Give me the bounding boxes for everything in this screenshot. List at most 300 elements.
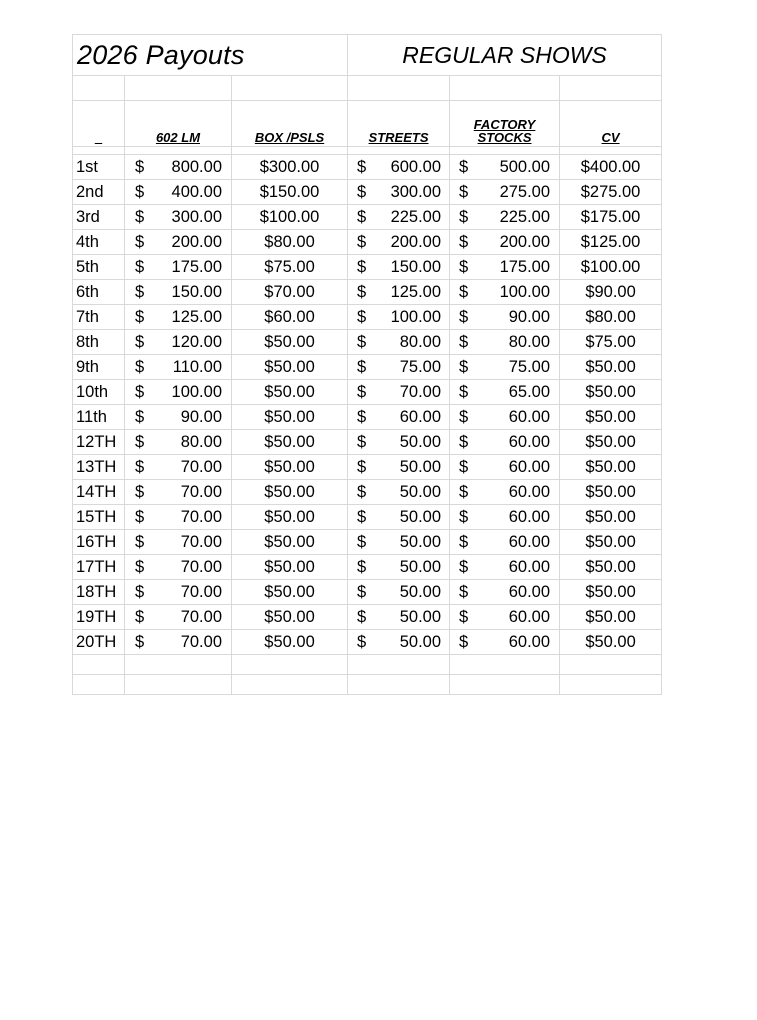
- place-cell[interactable]: 8th: [73, 330, 125, 355]
- box-psls-cell[interactable]: $50.00: [232, 505, 348, 530]
- streets-amount: 50.00: [399, 507, 442, 526]
- streets-value: [348, 159, 449, 176]
- streets-amount: 50.00: [399, 557, 442, 576]
- place-cell[interactable]: 20TH: [73, 630, 125, 655]
- streets-value: [348, 559, 449, 576]
- currency-symbol: $: [459, 557, 469, 576]
- factory-stocks-value: [450, 309, 559, 326]
- lm602-amount: 70.00: [180, 482, 222, 501]
- box-psls-cell[interactable]: $60.00: [232, 305, 348, 330]
- currency-symbol: $: [357, 282, 367, 301]
- factory-stocks-cell[interactable]: [450, 305, 560, 330]
- lm602-value: [125, 384, 231, 401]
- currency-symbol: $: [135, 307, 145, 326]
- sheet-title[interactable]: 2026 Payouts: [73, 35, 348, 76]
- streets-cell[interactable]: [348, 205, 450, 230]
- empty-cell[interactable]: [125, 147, 232, 155]
- streets-cell[interactable]: [348, 155, 450, 180]
- lm602-amount: 175.00: [171, 257, 222, 276]
- lm602-value: [125, 284, 231, 301]
- empty-cell[interactable]: [450, 76, 560, 101]
- factory-stocks-amount: 90.00: [508, 307, 551, 326]
- box-psls-cell[interactable]: $50.00: [232, 455, 348, 480]
- payout-table: [72, 34, 662, 695]
- header-stocks-line: STOCKS: [477, 130, 532, 145]
- lm602-amount: 70.00: [180, 607, 222, 626]
- box-psls-cell[interactable]: $50.00: [232, 555, 348, 580]
- factory-stocks-cell[interactable]: [450, 180, 560, 205]
- factory-stocks-amount: 60.00: [508, 407, 551, 426]
- lm602-cell[interactable]: [125, 280, 232, 305]
- streets-value: [348, 184, 449, 201]
- lm602-amount: 200.00: [171, 232, 222, 251]
- lm602-cell[interactable]: [125, 605, 232, 630]
- factory-stocks-cell[interactable]: [450, 205, 560, 230]
- streets-cell[interactable]: [348, 455, 450, 480]
- empty-cell[interactable]: [450, 675, 560, 695]
- cv-cell[interactable]: $50.00: [560, 355, 662, 380]
- currency-symbol: $: [459, 457, 469, 476]
- empty-cell[interactable]: [232, 675, 348, 695]
- streets-value: [348, 309, 449, 326]
- streets-cell[interactable]: [348, 355, 450, 380]
- streets-cell[interactable]: [348, 555, 450, 580]
- factory-stocks-value: [450, 259, 559, 276]
- lm602-amount: 400.00: [171, 182, 222, 201]
- factory-stocks-amount: 65.00: [508, 382, 551, 401]
- streets-value: [348, 409, 449, 426]
- place-cell[interactable]: 6th: [73, 280, 125, 305]
- cv-cell[interactable]: $50.00: [560, 430, 662, 455]
- factory-stocks-amount: 60.00: [508, 607, 551, 626]
- factory-stocks-cell[interactable]: [450, 455, 560, 480]
- currency-symbol: $: [135, 232, 145, 251]
- empty-cell[interactable]: [560, 147, 662, 155]
- cv-cell[interactable]: $75.00: [560, 330, 662, 355]
- currency-symbol: $: [459, 507, 469, 526]
- header-streets[interactable]: STREETS: [348, 101, 450, 147]
- factory-stocks-amount: 100.00: [499, 282, 551, 301]
- empty-cell[interactable]: [348, 655, 450, 675]
- lm602-value: [125, 409, 231, 426]
- box-psls-cell[interactable]: $50.00: [232, 355, 348, 380]
- lm602-value: [125, 584, 231, 601]
- lm602-cell[interactable]: [125, 230, 232, 255]
- cv-cell[interactable]: $50.00: [560, 555, 662, 580]
- factory-stocks-value: [450, 409, 559, 426]
- empty-cell[interactable]: [125, 76, 232, 101]
- blank-row: [73, 675, 662, 695]
- lm602-value: [125, 534, 231, 551]
- streets-value: [348, 234, 449, 251]
- streets-cell[interactable]: [348, 430, 450, 455]
- currency-symbol: $: [135, 482, 145, 501]
- lm602-cell[interactable]: [125, 255, 232, 280]
- empty-cell[interactable]: [73, 76, 125, 101]
- streets-cell[interactable]: [348, 580, 450, 605]
- lm602-value: [125, 484, 231, 501]
- streets-cell[interactable]: [348, 230, 450, 255]
- header-602-lm[interactable]: 602 LM: [125, 101, 232, 147]
- box-psls-cell[interactable]: $50.00: [232, 430, 348, 455]
- factory-stocks-cell[interactable]: [450, 605, 560, 630]
- currency-symbol: $: [357, 232, 367, 251]
- currency-symbol: $: [135, 407, 145, 426]
- lm602-amount: 110.00: [172, 357, 222, 376]
- empty-cell[interactable]: [348, 675, 450, 695]
- currency-symbol: $: [357, 332, 367, 351]
- streets-cell[interactable]: [348, 480, 450, 505]
- box-psls-cell[interactable]: $150.00: [232, 180, 348, 205]
- currency-symbol: $: [459, 607, 469, 626]
- lm602-cell[interactable]: [125, 530, 232, 555]
- currency-symbol: $: [459, 582, 469, 601]
- currency-symbol: $: [357, 207, 367, 226]
- currency-symbol: $: [135, 532, 145, 551]
- streets-cell[interactable]: [348, 280, 450, 305]
- factory-stocks-value: [450, 334, 559, 351]
- box-psls-cell[interactable]: $50.00: [232, 380, 348, 405]
- lm602-value: [125, 334, 231, 351]
- place-cell[interactable]: 9th: [73, 355, 125, 380]
- empty-cell[interactable]: [73, 147, 125, 155]
- header-box-psls[interactable]: BOX /PSLS: [232, 101, 348, 147]
- place-cell[interactable]: 14TH: [73, 480, 125, 505]
- lm602-cell[interactable]: [125, 205, 232, 230]
- box-psls-cell[interactable]: $50.00: [232, 630, 348, 655]
- factory-stocks-value: [450, 184, 559, 201]
- factory-stocks-amount: 60.00: [508, 457, 551, 476]
- currency-symbol: $: [459, 307, 469, 326]
- empty-cell[interactable]: [232, 76, 348, 101]
- streets-value: [348, 534, 449, 551]
- factory-stocks-cell[interactable]: [450, 430, 560, 455]
- lm602-amount: 70.00: [180, 507, 222, 526]
- factory-stocks-amount: 500.00: [499, 157, 551, 176]
- currency-symbol: $: [135, 157, 145, 176]
- lm602-amount: 70.00: [180, 557, 222, 576]
- table-row: [73, 255, 662, 280]
- header-cv[interactable]: CV: [560, 101, 662, 147]
- factory-stocks-value: [450, 534, 559, 551]
- currency-symbol: $: [357, 157, 367, 176]
- streets-value: [348, 259, 449, 276]
- empty-cell[interactable]: [125, 655, 232, 675]
- lm602-cell[interactable]: [125, 430, 232, 455]
- streets-cell[interactable]: [348, 505, 450, 530]
- factory-stocks-cell[interactable]: [450, 155, 560, 180]
- box-psls-cell[interactable]: $50.00: [232, 405, 348, 430]
- empty-cell[interactable]: [560, 76, 662, 101]
- streets-amount: 80.00: [399, 332, 442, 351]
- place-cell[interactable]: 5th: [73, 255, 125, 280]
- streets-value: [348, 384, 449, 401]
- factory-stocks-cell[interactable]: [450, 530, 560, 555]
- box-psls-cell[interactable]: $80.00: [232, 230, 348, 255]
- lm602-amount: 125.00: [171, 307, 222, 326]
- cv-cell[interactable]: $90.00: [560, 280, 662, 305]
- currency-symbol: $: [135, 457, 145, 476]
- lm602-value: [125, 509, 231, 526]
- lm602-cell[interactable]: [125, 555, 232, 580]
- currency-symbol: $: [135, 582, 145, 601]
- factory-stocks-amount: 60.00: [508, 582, 551, 601]
- lm602-value: [125, 359, 231, 376]
- empty-cell[interactable]: [73, 655, 125, 675]
- cv-cell[interactable]: $50.00: [560, 605, 662, 630]
- currency-symbol: $: [459, 632, 469, 651]
- currency-symbol: $: [459, 382, 469, 401]
- blank-row: [73, 76, 662, 101]
- cv-cell[interactable]: $50.00: [560, 380, 662, 405]
- streets-cell[interactable]: [348, 605, 450, 630]
- lm602-amount: 80.00: [180, 432, 222, 451]
- lm602-cell[interactable]: [125, 180, 232, 205]
- streets-cell[interactable]: [348, 180, 450, 205]
- currency-symbol: $: [135, 432, 145, 451]
- empty-cell[interactable]: [232, 147, 348, 155]
- currency-symbol: $: [357, 607, 367, 626]
- table-row: [73, 355, 662, 380]
- streets-value: [348, 284, 449, 301]
- streets-amount: 50.00: [399, 457, 442, 476]
- lm602-amount: 70.00: [180, 457, 222, 476]
- cv-cell[interactable]: $80.00: [560, 305, 662, 330]
- currency-symbol: $: [135, 282, 145, 301]
- streets-amount: 60.00: [399, 407, 442, 426]
- box-psls-cell[interactable]: $50.00: [232, 480, 348, 505]
- place-cell[interactable]: 18TH: [73, 580, 125, 605]
- lm602-amount: 70.00: [180, 632, 222, 651]
- place-cell[interactable]: 17TH: [73, 555, 125, 580]
- factory-stocks-cell[interactable]: [450, 555, 560, 580]
- factory-stocks-cell[interactable]: [450, 330, 560, 355]
- place-cell[interactable]: 11th: [73, 405, 125, 430]
- place-cell[interactable]: 10th: [73, 380, 125, 405]
- currency-symbol: $: [135, 632, 145, 651]
- factory-stocks-cell[interactable]: [450, 380, 560, 405]
- factory-stocks-cell[interactable]: [450, 580, 560, 605]
- factory-stocks-amount: 60.00: [508, 632, 551, 651]
- sheet-subtitle[interactable]: REGULAR SHOWS: [348, 35, 662, 76]
- cv-cell[interactable]: $50.00: [560, 480, 662, 505]
- streets-amount: 50.00: [399, 582, 442, 601]
- payout-sheet: [72, 34, 661, 692]
- streets-cell[interactable]: [348, 330, 450, 355]
- cv-cell[interactable]: $50.00: [560, 455, 662, 480]
- factory-stocks-value: [450, 234, 559, 251]
- box-psls-cell[interactable]: $50.00: [232, 580, 348, 605]
- currency-symbol: $: [357, 532, 367, 551]
- currency-symbol: $: [357, 632, 367, 651]
- streets-value: [348, 634, 449, 651]
- empty-cell[interactable]: [348, 76, 450, 101]
- streets-cell[interactable]: [348, 255, 450, 280]
- cv-cell[interactable]: $175.00: [560, 205, 662, 230]
- cv-cell[interactable]: $50.00: [560, 630, 662, 655]
- currency-symbol: $: [459, 282, 469, 301]
- factory-stocks-value: [450, 209, 559, 226]
- table-row: [73, 605, 662, 630]
- table-row: [73, 380, 662, 405]
- streets-amount: 75.00: [399, 357, 442, 376]
- cv-cell[interactable]: $50.00: [560, 580, 662, 605]
- streets-amount: 50.00: [399, 607, 442, 626]
- currency-symbol: $: [459, 332, 469, 351]
- empty-cell[interactable]: [560, 675, 662, 695]
- box-psls-cell[interactable]: $300.00: [232, 155, 348, 180]
- factory-stocks-value: [450, 434, 559, 451]
- factory-stocks-cell[interactable]: [450, 280, 560, 305]
- lm602-value: [125, 459, 231, 476]
- lm602-cell[interactable]: [125, 155, 232, 180]
- currency-symbol: $: [357, 182, 367, 201]
- currency-symbol: $: [135, 257, 145, 276]
- lm602-cell[interactable]: [125, 355, 232, 380]
- currency-symbol: $: [459, 157, 469, 176]
- table-row: [73, 180, 662, 205]
- factory-stocks-cell[interactable]: [450, 255, 560, 280]
- table-row: [73, 280, 662, 305]
- factory-stocks-value: [450, 509, 559, 526]
- factory-stocks-value: [450, 384, 559, 401]
- place-cell[interactable]: 19TH: [73, 605, 125, 630]
- lm602-cell[interactable]: [125, 305, 232, 330]
- streets-cell[interactable]: [348, 380, 450, 405]
- lm602-amount: 100.00: [171, 382, 222, 401]
- lm602-cell[interactable]: [125, 630, 232, 655]
- lm602-amount: 120.00: [171, 332, 222, 351]
- cv-cell[interactable]: $50.00: [560, 405, 662, 430]
- factory-stocks-cell[interactable]: [450, 480, 560, 505]
- factory-stocks-value: [450, 359, 559, 376]
- box-psls-cell[interactable]: $50.00: [232, 330, 348, 355]
- factory-stocks-amount: 60.00: [508, 507, 551, 526]
- streets-amount: 150.00: [390, 257, 442, 276]
- place-cell[interactable]: 2nd: [73, 180, 125, 205]
- table-row: [73, 480, 662, 505]
- lm602-value: [125, 234, 231, 251]
- empty-cell[interactable]: [450, 655, 560, 675]
- factory-stocks-value: [450, 459, 559, 476]
- lm602-value: [125, 634, 231, 651]
- lm602-amount: 70.00: [180, 582, 222, 601]
- cv-cell[interactable]: $125.00: [560, 230, 662, 255]
- cv-cell[interactable]: $275.00: [560, 180, 662, 205]
- streets-cell[interactable]: [348, 630, 450, 655]
- place-cell[interactable]: 3rd: [73, 205, 125, 230]
- lm602-cell[interactable]: [125, 580, 232, 605]
- factory-stocks-value: [450, 634, 559, 651]
- lm602-cell[interactable]: [125, 405, 232, 430]
- currency-symbol: $: [357, 257, 367, 276]
- place-cell[interactable]: 7th: [73, 305, 125, 330]
- streets-amount: 50.00: [399, 482, 442, 501]
- table-row: [73, 505, 662, 530]
- box-psls-cell[interactable]: $50.00: [232, 530, 348, 555]
- factory-stocks-cell[interactable]: [450, 630, 560, 655]
- lm602-cell[interactable]: [125, 505, 232, 530]
- streets-cell[interactable]: [348, 530, 450, 555]
- streets-cell[interactable]: [348, 405, 450, 430]
- factory-stocks-amount: 175.00: [499, 257, 551, 276]
- factory-stocks-cell[interactable]: [450, 505, 560, 530]
- empty-cell[interactable]: [560, 655, 662, 675]
- box-psls-cell[interactable]: $100.00: [232, 205, 348, 230]
- cv-cell[interactable]: $100.00: [560, 255, 662, 280]
- empty-cell[interactable]: [232, 655, 348, 675]
- streets-amount: 300.00: [390, 182, 442, 201]
- currency-symbol: $: [459, 207, 469, 226]
- lm602-cell[interactable]: [125, 330, 232, 355]
- cv-cell[interactable]: $50.00: [560, 505, 662, 530]
- empty-cell[interactable]: [348, 147, 450, 155]
- factory-stocks-amount: 275.00: [499, 182, 551, 201]
- lm602-value: [125, 609, 231, 626]
- place-cell[interactable]: 1st: [73, 155, 125, 180]
- streets-amount: 225.00: [390, 207, 442, 226]
- factory-stocks-cell[interactable]: [450, 230, 560, 255]
- streets-amount: 70.00: [399, 382, 442, 401]
- currency-symbol: $: [459, 482, 469, 501]
- empty-cell[interactable]: [450, 147, 560, 155]
- streets-cell[interactable]: [348, 305, 450, 330]
- place-cell[interactable]: 15TH: [73, 505, 125, 530]
- lm602-value: [125, 159, 231, 176]
- box-psls-cell[interactable]: $70.00: [232, 280, 348, 305]
- lm602-amount: 90.00: [180, 407, 222, 426]
- lm602-cell[interactable]: [125, 480, 232, 505]
- factory-stocks-cell[interactable]: [450, 405, 560, 430]
- place-cell[interactable]: 13TH: [73, 455, 125, 480]
- currency-symbol: $: [459, 357, 469, 376]
- factory-stocks-amount: 200.00: [499, 232, 551, 251]
- table-row: [73, 430, 662, 455]
- place-cell[interactable]: 16TH: [73, 530, 125, 555]
- empty-cell[interactable]: [125, 675, 232, 695]
- cv-cell[interactable]: $400.00: [560, 155, 662, 180]
- place-cell[interactable]: 12TH: [73, 430, 125, 455]
- cv-cell[interactable]: $50.00: [560, 530, 662, 555]
- factory-stocks-amount: 60.00: [508, 532, 551, 551]
- header-factory-stocks[interactable]: [450, 101, 560, 147]
- box-psls-cell[interactable]: $75.00: [232, 255, 348, 280]
- lm602-value: [125, 309, 231, 326]
- lm602-cell[interactable]: [125, 380, 232, 405]
- factory-stocks-cell[interactable]: [450, 355, 560, 380]
- streets-value: [348, 459, 449, 476]
- factory-stocks-value: [450, 559, 559, 576]
- box-psls-cell[interactable]: $50.00: [232, 605, 348, 630]
- lm602-value: [125, 259, 231, 276]
- streets-value: [348, 584, 449, 601]
- currency-symbol: $: [459, 232, 469, 251]
- factory-stocks-value: [450, 584, 559, 601]
- currency-symbol: $: [135, 607, 145, 626]
- currency-symbol: $: [135, 182, 145, 201]
- table-row: [73, 305, 662, 330]
- lm602-value: [125, 184, 231, 201]
- header-place[interactable]: _: [73, 101, 125, 147]
- empty-cell[interactable]: [73, 675, 125, 695]
- lm602-cell[interactable]: [125, 455, 232, 480]
- currency-symbol: $: [459, 407, 469, 426]
- lm602-amount: 150.00: [171, 282, 222, 301]
- table-row: [73, 155, 662, 180]
- place-cell[interactable]: 4th: [73, 230, 125, 255]
- table-row: [73, 530, 662, 555]
- currency-symbol: $: [135, 557, 145, 576]
